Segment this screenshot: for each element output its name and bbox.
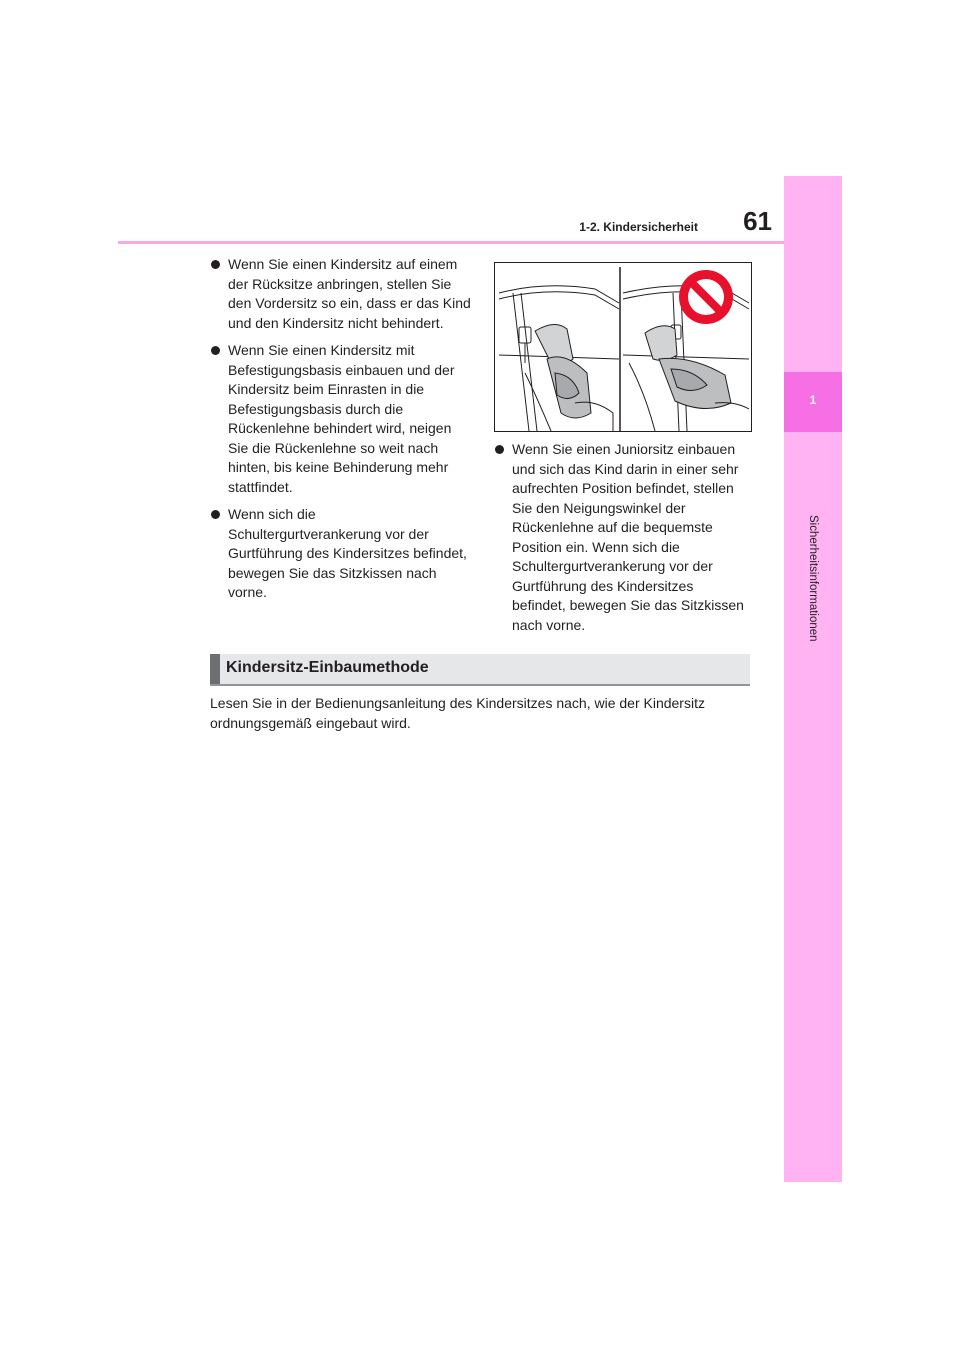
chapter-label: Sicherheitsinformationen: [807, 515, 819, 642]
chapter-number: 1: [809, 393, 817, 407]
prohibition-icon: [679, 270, 733, 324]
section-paragraph: Lesen Sie in der Bedienungsanleitung des Kindersitzes nach, wie der Kindersitz ordnungsgemäß eingebaut wird.: [210, 695, 705, 731]
chapter-side-tab: [784, 176, 842, 1182]
section-title: 1-2. Kindersicherheit: [579, 220, 698, 234]
list-item: [210, 341, 472, 497]
heading-accent: [210, 654, 220, 684]
bullet-text: Wenn Sie einen Kindersitz mit Befestigungsbasis einbauen und der Kindersitz beim Einrasten in die Befestigungsbasis durch die Rückenlehne behindert wird, neigen Sie die Rückenlehne so weit nach hinten, bis keine Behinderung mehr stattfindet.: [228, 342, 455, 495]
left-column: [210, 255, 472, 611]
bullet-icon: [211, 510, 220, 519]
section-heading: [210, 654, 750, 686]
child-seat-drawing: [495, 263, 751, 431]
bullet-icon: [211, 260, 220, 269]
right-column: [494, 440, 750, 643]
header-rule: [118, 241, 784, 244]
page-number: 61: [743, 206, 772, 236]
bullet-text: Wenn Sie einen Juniorsitz einbauen und sich das Kind darin in einer sehr aufrechten Position befindet, stellen Sie den Neigungswinkel der Rückenlehne auf die bequemste Position ein. Wenn sich die Schultergurtverankerung vor der Gurtführung des Kindersitzes befindet, bewegen Sie das Sitzkissen nach vorne.: [512, 441, 744, 633]
bullet-text: Wenn sich die Schultergurtverankerung vor der Gurtführung des Kindersitzes befindet, bewegen Sie das Sitzkissen nach vorne.: [228, 506, 467, 600]
bullet-text: Wenn Sie einen Kindersitz auf einem der Rücksitze anbringen, stellen Sie den Vordersitz so ein, dass er das Kind und den Kindersitz nicht behindert.: [228, 256, 471, 331]
list-item: [494, 440, 750, 635]
bullet-icon: [211, 346, 220, 355]
bullet-icon: [495, 445, 504, 454]
list-item: [210, 505, 472, 603]
list-item: [210, 255, 472, 333]
child-seat-illustration: [494, 262, 752, 432]
heading-text: Kindersitz-Einbaumethode: [226, 659, 429, 676]
